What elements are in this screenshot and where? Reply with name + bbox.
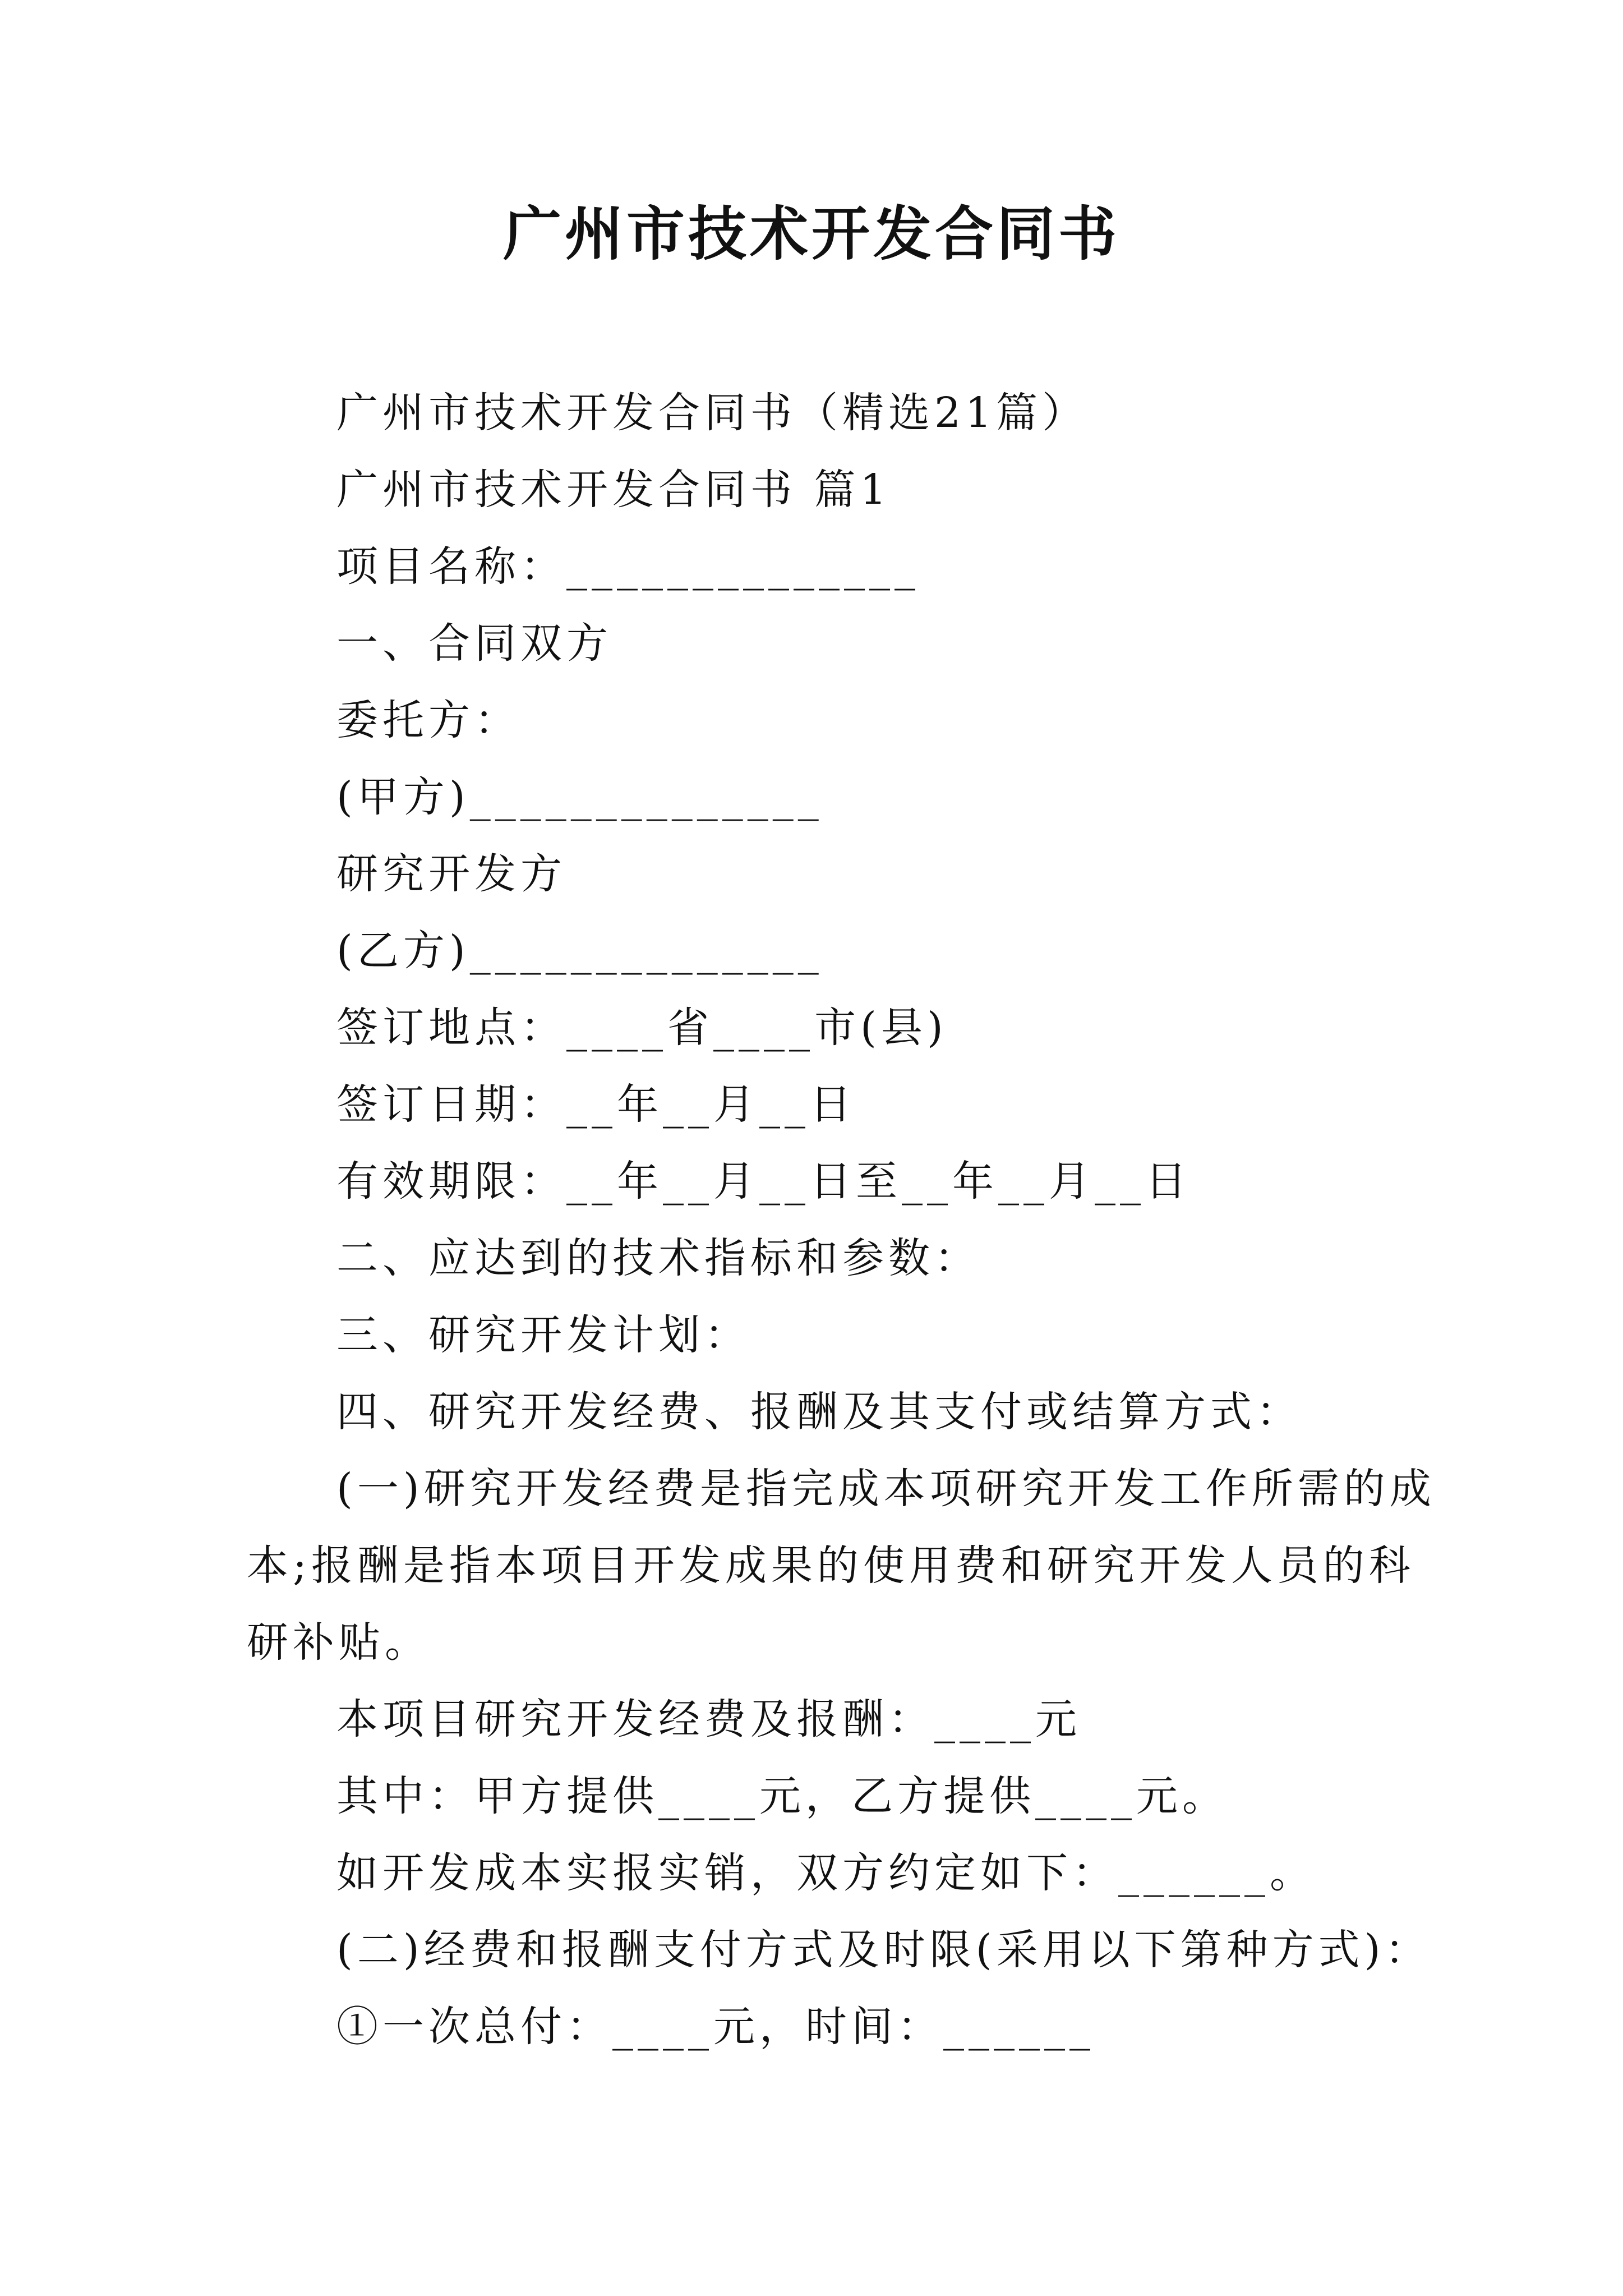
paragraph: 委托方： <box>336 696 520 744</box>
section-heading: 广州市技术开发合同书 篇1 <box>336 466 891 514</box>
total-fee-field: 本项目研究开发经费及报酬：____元 <box>336 1695 1081 1743</box>
paragraph: 研补贴。 <box>247 1618 431 1667</box>
clause-heading: 一、合同双方 <box>336 619 612 668</box>
subtitle-selection: 广州市技术开发合同书（精选21篇） <box>336 389 1089 437</box>
signing-date: 签订日期：__年__月__日 <box>336 1080 856 1129</box>
document-title: 广州市技术开发合同书 <box>502 199 1120 268</box>
project-name-field: 项目名称：______________ <box>336 542 920 591</box>
party-a-field: (甲方)______________ <box>336 773 823 821</box>
paragraph: 本;报酬是指本项目开发成果的使用费和研究开发人员的科 <box>247 1542 1415 1590</box>
validity-period: 有效期限：__年__月__日至__年__月__日 <box>336 1157 1191 1205</box>
clause-heading: 三、研究开发计划： <box>336 1311 750 1359</box>
paragraph: 研究开发方 <box>336 850 566 898</box>
paragraph: (一)研究开发经费是指完成本项研究开发工作所需的成 <box>336 1465 1436 1513</box>
clause-heading: 四、研究开发经费、报酬及其支付或结算方式： <box>336 1388 1302 1436</box>
party-b-field: (乙方)______________ <box>336 927 823 975</box>
fee-split-field: 其中：甲方提供____元，乙方提供____元。 <box>336 1772 1228 1820</box>
paragraph: (二)经费和报酬支付方式及时限(采用以下第种方式)： <box>336 1926 1431 1974</box>
payment-option: ①一次总付：____元，时间：______ <box>336 2003 1095 2051</box>
signing-place: 签订地点：____省____市(县) <box>336 1004 948 1052</box>
paragraph: 如开发成本实报实销，双方约定如下：______。 <box>336 1849 1316 1897</box>
clause-heading: 二、应达到的技术指标和参数： <box>336 1234 980 1282</box>
